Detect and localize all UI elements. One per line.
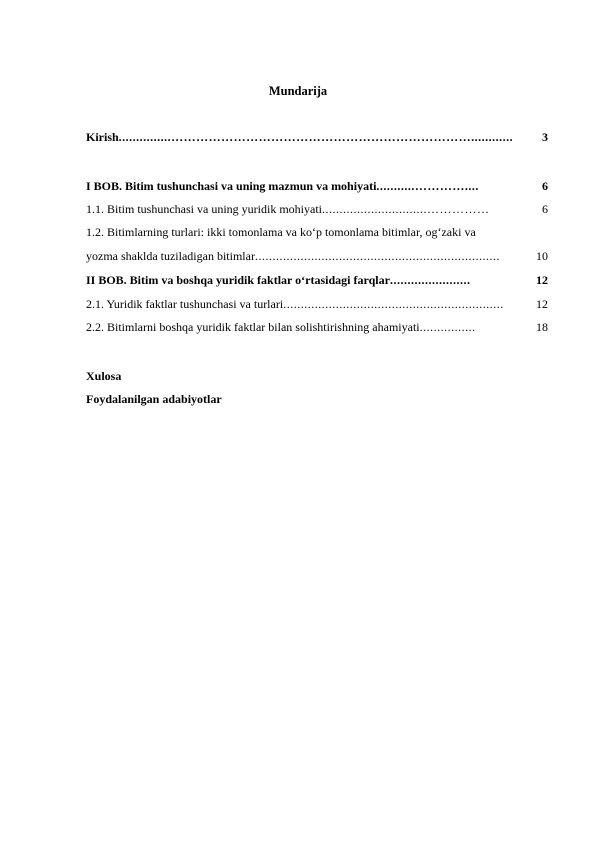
toc-entry-section-2-1 [86, 296, 548, 312]
toc-entry-page: 6 [542, 179, 548, 193]
toc-entry-text: Kirish [86, 130, 119, 144]
toc-entry-leader: ...............………………………………………………………………............ [118, 130, 514, 144]
toc-entry-leader: ...........………….... [376, 179, 479, 193]
toc-entry-section-1-1 [86, 201, 548, 217]
toc-entry-page: 18 [536, 320, 548, 334]
toc-entry-leader: ...................................................................... [254, 249, 500, 263]
toc-entry-page: 12 [536, 297, 548, 311]
toc-entry-leader: ..............................…………… [322, 202, 490, 216]
toc-entry-adabiyotlar: Foydalanilgan adabiyotlar [86, 392, 222, 406]
toc-entry-text: 2.2. Bitimlarni boshqa yuridik faktlar bilan solishtirishning ahamiyati [86, 320, 420, 334]
toc-entry-text: 2.1. Yuridik faktlar tushunchasi va turlari [86, 297, 284, 311]
toc-entry-section-1-2-line-1: 1.2. Bitimlarning turlari: ikki tomonlama va ko‘p tomonlama bitimlar, og‘zaki va [86, 225, 476, 239]
toc-entry-leader: ............................................................... [283, 297, 504, 311]
toc-entry-page: 10 [536, 249, 548, 263]
toc-entry-page: 6 [542, 202, 548, 216]
toc-entry-text: I BOB. Bitim tushunchasi va uning mazmun va mohiyati [86, 179, 377, 193]
toc-entry-text: 1.1. Bitim tushunchasi va uning yuridik mohiyati [86, 202, 322, 216]
toc-entry-page: 12 [536, 273, 548, 287]
toc-entry-text: yozma shaklda tuziladigan bitimlar [86, 249, 255, 263]
page-title: Mundarija [268, 84, 328, 98]
toc-entry-section-1-2-line-2 [86, 248, 548, 264]
toc-entry-leader: ................ [419, 320, 476, 334]
toc-entry-kirish [86, 129, 548, 145]
toc-entry-leader: ....................... [389, 273, 471, 287]
toc-entry-page: 3 [542, 130, 548, 144]
toc-entry-text: II BOB. Bitim va boshqa yuridik faktlar o‘rtasidagi farqlar [86, 273, 390, 287]
toc-entry-section-2-2 [86, 319, 548, 335]
toc-entry-chapter-1 [86, 178, 548, 194]
toc-entry-xulosa: Xulosa [86, 369, 122, 383]
toc-entry-chapter-2 [86, 272, 548, 288]
